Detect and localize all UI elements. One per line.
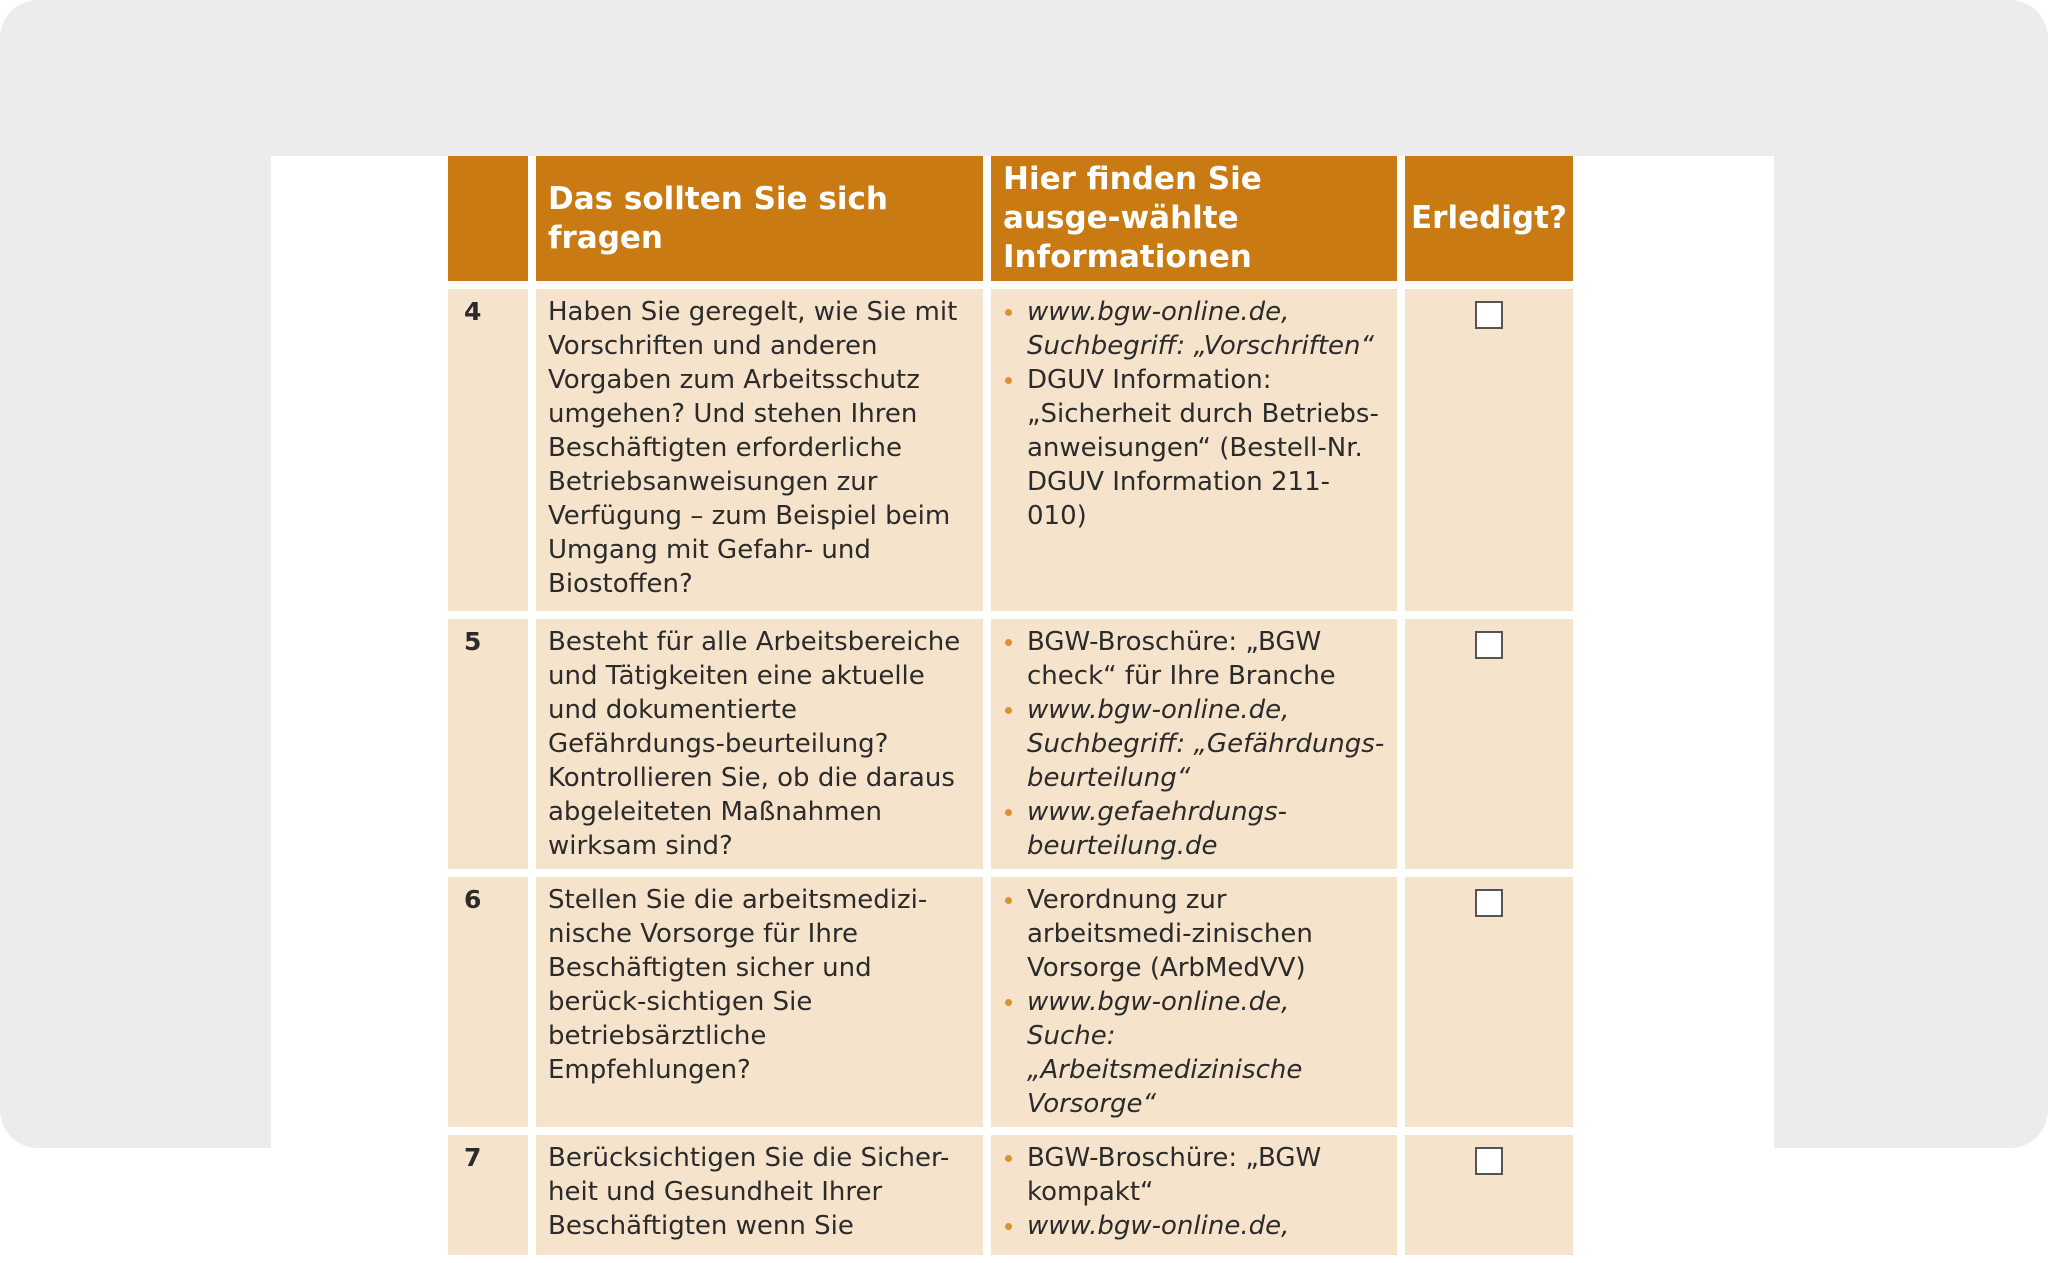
header-done: Erledigt?: [1405, 156, 1573, 281]
question-text: Berücksichtigen Sie die Sicher-heit und Gesundheit Ihrer Beschäftigten wenn Sie: [536, 1135, 983, 1255]
information-link[interactable]: www.bgw-online.de, Suchbegriff: „Gefährdungs-beurteilung“: [1003, 693, 1385, 795]
information-cell: [991, 289, 1397, 611]
table-header-row: [448, 156, 1573, 281]
header-information: Hier finden Sie ausge-wählte Informationen: [991, 156, 1397, 281]
done-cell: [1405, 877, 1573, 1127]
information-list: [1003, 883, 1385, 1121]
header-question: Das sollten Sie sich fragen: [536, 156, 983, 281]
question-text: Stellen Sie die arbeitsmedizi-nische Vorsorge für Ihre Beschäftigten sicher und berück-sichtigen Sie betriebsärztliche Empfehlungen?: [536, 877, 983, 1127]
done-checkbox[interactable]: [1475, 301, 1503, 329]
done-cell: [1405, 289, 1573, 611]
done-checkbox[interactable]: [1475, 1147, 1503, 1175]
information-cell: [991, 1135, 1397, 1255]
done-cell: [1405, 1135, 1573, 1255]
table-row: [448, 1135, 1573, 1255]
information-cell: [991, 877, 1397, 1127]
done-checkbox[interactable]: [1475, 631, 1503, 659]
information-cell: [991, 619, 1397, 869]
done-cell: [1405, 619, 1573, 869]
checklist-table: [440, 148, 1581, 1263]
information-link[interactable]: www.bgw-online.de, Suchbegriff: „Vorschriften“: [1003, 295, 1385, 363]
information-item: BGW-Broschüre: „BGW check“ für Ihre Branche: [1003, 625, 1385, 693]
table-row: [448, 619, 1573, 869]
information-list: [1003, 295, 1385, 533]
row-number: 4: [448, 289, 528, 611]
information-item: Verordnung zur arbeitsmedi-zinischen Vorsorge (ArbMedVV): [1003, 883, 1385, 985]
information-link[interactable]: www.gefaehrdungs-beurteilung.de: [1003, 795, 1385, 863]
document-page: [271, 156, 1774, 1241]
row-number: 6: [448, 877, 528, 1127]
header-number: [448, 156, 528, 281]
done-checkbox[interactable]: [1475, 889, 1503, 917]
question-text: Besteht für alle Arbeitsbereiche und Tätigkeiten eine aktuelle und dokumentierte Gefährdungs-beurteilung? Kontrollieren Sie, ob die daraus abgeleiteten Maßnahmen wirksam sind?: [536, 619, 983, 869]
question-text: Haben Sie geregelt, wie Sie mit Vorschriften und anderen Vorgaben zum Arbeitsschutz umgehen? Und stehen Ihren Beschäftigten erforderliche Betriebsanweisungen zur Verfügung – zum Beispiel beim Umgang mit Gefahr- und Biostoffen?: [536, 289, 983, 611]
information-link[interactable]: www.bgw-online.de, Suche: „Arbeitsmedizinische Vorsorge“: [1003, 985, 1385, 1121]
row-number: 7: [448, 1135, 528, 1255]
information-list: [1003, 625, 1385, 863]
information-list: [1003, 1141, 1385, 1243]
table-row: [448, 289, 1573, 611]
information-link[interactable]: www.bgw-online.de,: [1003, 1209, 1385, 1243]
row-number: 5: [448, 619, 528, 869]
information-item: DGUV Information: „Sicherheit durch Betriebs-anweisungen“ (Bestell-Nr. DGUV Information 211-010): [1003, 363, 1385, 533]
table-row: [448, 877, 1573, 1127]
information-item: BGW-Broschüre: „BGW kompakt“: [1003, 1141, 1385, 1209]
